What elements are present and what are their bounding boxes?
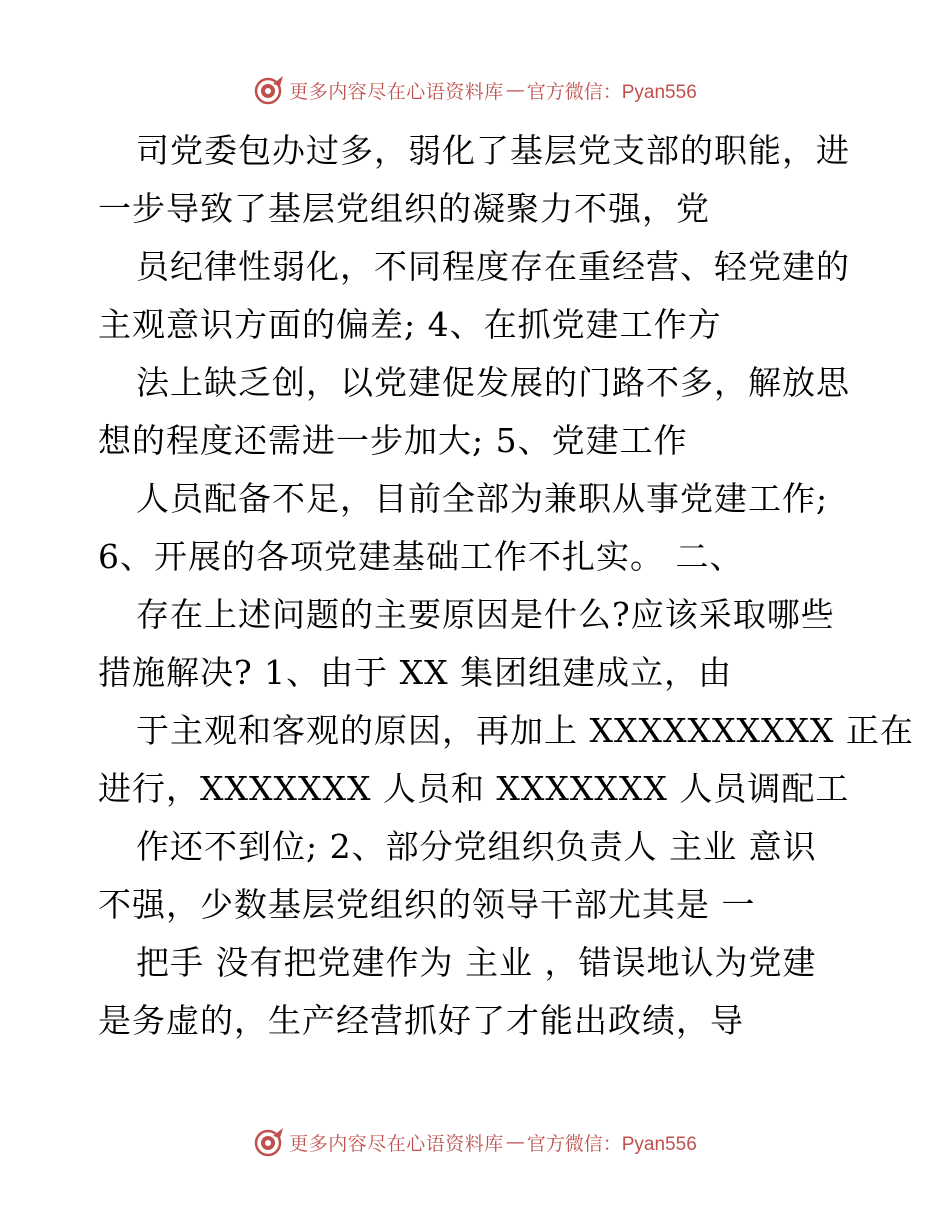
text-line: 员纪律性弱化，不同程度存在重经营、轻党建的 <box>136 247 850 286</box>
text-line: 作还不到位; 2、部分党组织负责人 主业 意识 <box>136 827 817 866</box>
text-line: 不强，少数基层党组织的领导干部尤其是 一 <box>98 885 756 924</box>
text-line: 人员配备不足，目前全部为兼职从事党建工作; <box>136 479 829 518</box>
text-line: 存在上述问题的主要原因是什么?应该采取哪些 <box>136 595 835 634</box>
text-line: 于主观和客观的原因，再加上 XXXXXXXXXX 正在 <box>136 711 914 750</box>
document-body <box>98 122 914 1050</box>
text-line: 6、开展的各项党建基础工作不扎实。 二、 <box>98 537 744 576</box>
text-line: 进行，XXXXXXX 人员和 XXXXXXX 人员调配工 <box>98 769 850 808</box>
text-line: 主观意识方面的偏差; 4、在抓党建工作方 <box>98 305 722 344</box>
header-banner <box>0 70 950 110</box>
text-line: 措施解决? 1、由于 XX 集团组建成立，由 <box>98 653 733 692</box>
footer-contact-text: 官方微信：Pyan556 <box>526 1133 697 1155</box>
footer-banner-text: 更多内容尽在心语资料库 <box>289 1132 504 1155</box>
text-line: 司党委包办过多，弱化了基层党支部的职能，进 <box>136 131 850 170</box>
text-line: 法上缺乏创，以党建促发展的门路不多，解放思 <box>136 363 850 402</box>
text-line: 一步导致了基层党组织的凝聚力不强，党 <box>98 189 710 228</box>
pen-nib-logo-icon <box>253 74 285 106</box>
text-line: 想的程度还需进一步加大; 5、党建工作 <box>98 421 688 460</box>
text-line: 把手 没有把党建作为 主业 ，错误地认为党建 <box>136 943 817 982</box>
header-banner-text: 更多内容尽在心语资料库 <box>289 80 504 103</box>
pen-nib-logo-icon <box>253 1126 285 1158</box>
footer-banner <box>0 1122 950 1162</box>
header-contact-text: 官方微信：Pyan556 <box>526 81 697 103</box>
footer-banner-separator: — <box>505 1131 525 1153</box>
header-banner-separator: — <box>505 79 525 101</box>
text-line: 是务虚的，生产经营抓好了才能出政绩，导 <box>98 1001 744 1040</box>
